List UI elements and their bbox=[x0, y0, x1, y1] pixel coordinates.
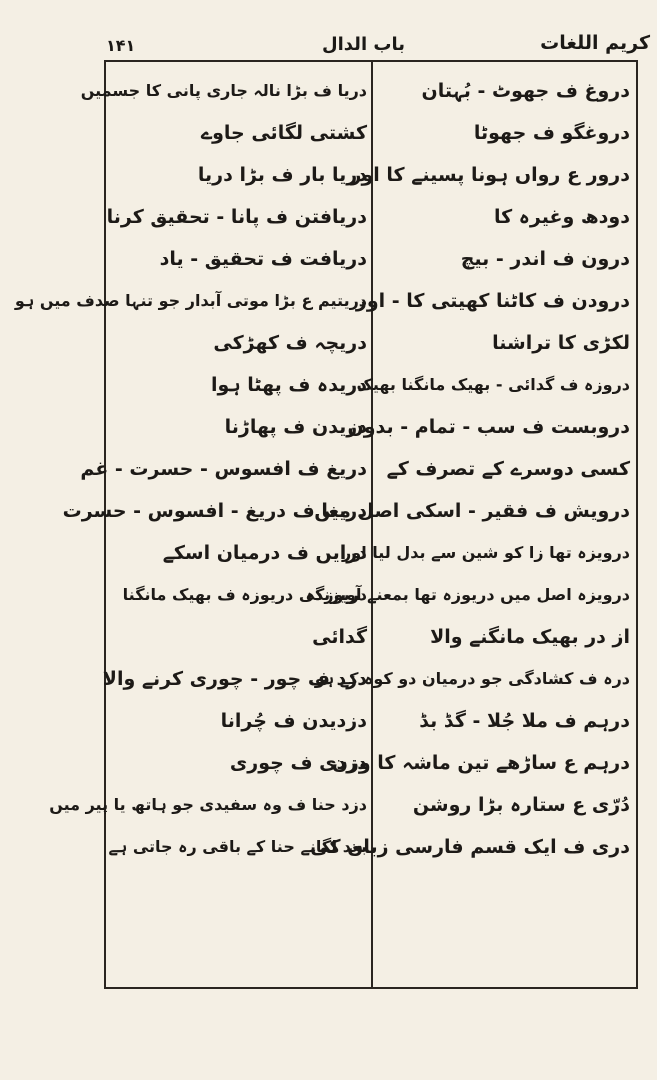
book-title: کریم اللغات bbox=[540, 32, 650, 54]
entry-line: دروبست ف سب - تمام - بدون bbox=[347, 416, 630, 438]
page-header bbox=[100, 30, 660, 64]
entry-line: دریا بار ف بڑا دریا bbox=[197, 164, 367, 186]
entry-line: دریدہ ف پھٹا ہوا bbox=[211, 374, 367, 396]
entry-line: دریچہ ف کھڑکی bbox=[213, 332, 367, 354]
entry-line: دریا ف بڑا نالہ جاری پانی کا جسمیں bbox=[80, 81, 367, 100]
entry-line: کشتی لگائی جاوے bbox=[200, 122, 367, 144]
entry-line: کسی دوسرے کے تصرف کے bbox=[386, 458, 630, 480]
entry-line: درویزہ اصل میں دریوزہ تھا بمعنے آویزندہ bbox=[305, 585, 630, 604]
entry-line: درایں ف درمیان اسکے bbox=[162, 542, 367, 564]
right-column bbox=[305, 72, 630, 870]
entry-line: لکڑی کا تراشنا bbox=[492, 332, 630, 354]
page-number: ۱۴۱ bbox=[106, 36, 136, 55]
entry-line: دروغ ف جھوٹ - بُہتان bbox=[421, 80, 630, 102]
entry-line: دریوزگی دریوزہ ف بھیک مانگنا bbox=[122, 585, 367, 604]
entry-line: دریافتن ف پانا - تحقیق کرنا bbox=[106, 206, 367, 228]
entry-line: درہ ف کشادگی جو درمیان دو کوہ کے ہو bbox=[314, 669, 630, 688]
entry-line: دریغ ف افسوس - حسرت - غم bbox=[80, 458, 367, 480]
entry-line: دودھ وغیرہ کا bbox=[493, 206, 630, 228]
entry-line: دریتیم ع بڑا موتی آبدار جو تنہا صدف میں ہو bbox=[14, 291, 367, 310]
entry-line: درور ع رواں ہونا پسینے کا اور bbox=[350, 164, 630, 186]
entry-line: درہم ف ملا جُلا - گڈ بڈ bbox=[419, 710, 630, 732]
entry-line: دزد ف چور - چوری کرنے والا bbox=[102, 668, 367, 690]
entry-line: بعد لگانے حنا کے باقی رہ جاتی ہے bbox=[108, 837, 367, 856]
entry-line: درہم ع ساڑھے تین ماشہ کا وزن bbox=[331, 752, 630, 774]
entry-line: درودن ف کاٹنا کھیتی کا - اور bbox=[355, 290, 630, 312]
entry-line: درویزہ تھا زا کو شین سے بدل لیا اور bbox=[342, 543, 630, 562]
entry-line: درویش ف فقیر - اسکی اصل میں bbox=[314, 500, 630, 522]
chapter-title: باب الدال bbox=[322, 34, 405, 55]
entry-line: دُرّی ع ستارہ بڑا روشن bbox=[412, 794, 630, 816]
entry-line: از در بھیک مانگنے والا bbox=[430, 626, 630, 648]
entry-line: گدائی bbox=[312, 626, 367, 648]
entry-line: دریغا ف دریغ - افسوس - حسرت bbox=[62, 500, 367, 522]
entry-line: دزد حنا ف وہ سفیدی جو ہاتھ یا پیر میں bbox=[49, 795, 367, 814]
entry-line: دریافت ف تحقیق - یاد bbox=[159, 248, 367, 270]
left-column bbox=[14, 72, 367, 870]
entry-line: دریدن ف پھاڑنا bbox=[224, 416, 367, 438]
entry-line: دزدی ف چوری bbox=[229, 752, 367, 774]
entry-line: درون ف اندر - بیچ bbox=[460, 248, 630, 270]
entry-line: دزدیدن ف چُرانا bbox=[220, 710, 367, 732]
entry-line: دری ف ایک قسم فارسی زبان کی bbox=[310, 836, 630, 858]
entry-line: دروزہ ف گدائی - بھیک مانگنا بھیک bbox=[356, 375, 630, 394]
entry-line: دروغگو ف جھوٹا bbox=[473, 122, 630, 144]
